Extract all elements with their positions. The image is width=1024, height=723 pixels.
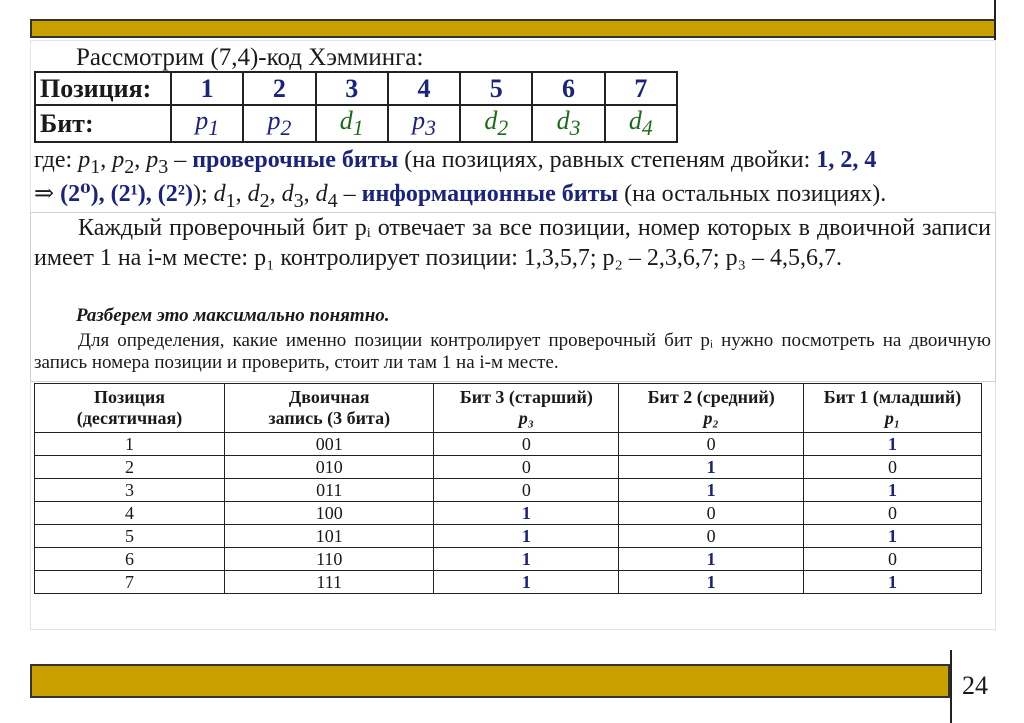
bit-cell: 1 <box>434 525 619 548</box>
binary-cell: 100 <box>225 502 434 525</box>
slide-title: Рассмотрим (7,4)-код Хэмминга: <box>76 44 424 71</box>
position-cell: 5 <box>460 72 532 105</box>
table-row <box>35 525 982 548</box>
column-header: Двоичная запись (3 бита) <box>225 384 434 433</box>
binary-positions-table <box>34 383 982 594</box>
bit-cell: $d_1$ <box>316 105 388 142</box>
position-cell: 5 <box>35 525 225 548</box>
powers-exponents: (2⁰), (2¹), (2²) <box>60 181 193 207</box>
position-cell: 7 <box>605 72 677 105</box>
bit-cell: 1 <box>619 456 804 479</box>
column-header: Позиция (десятичная) <box>35 384 225 433</box>
position-cell: 2 <box>35 456 225 479</box>
position-cell: 6 <box>35 548 225 571</box>
bit-cell: $p_3$ <box>388 105 460 142</box>
position-cell: 1 <box>35 433 225 456</box>
bit-cell: $p_2$ <box>243 105 315 142</box>
column-header: Бит 3 (старший) p₃ <box>434 384 619 433</box>
binary-cell: 011 <box>225 479 434 502</box>
bit-cell: 0 <box>804 456 982 479</box>
bottom-accent-bar <box>30 664 950 698</box>
bit-cell: 0 <box>619 433 804 456</box>
check-bits-label: проверочные биты <box>192 147 399 173</box>
info-bits-line: ⇒ (2⁰), (2¹), (2²)); $d_1$, $d_2$, $d_3$, $d_4$ – информационные биты (на остальных позициях). <box>34 181 887 212</box>
main-paragraph: Каждый проверочный бит pᵢ отвечает за все позиции, номер которых в двоичной записи имеет 1 на i-м месте: p₁ контролирует позиции: 1,3,5,7; p₂ – 2,3,6,7; p₃ – 4,5,6,7. <box>34 215 991 271</box>
binary-cell: 111 <box>225 571 434 594</box>
table-row <box>35 571 982 594</box>
top-accent-bar <box>30 19 996 38</box>
bit-cell: 0 <box>434 456 619 479</box>
implies-icon: ⇒ <box>34 181 55 207</box>
bit-cell: 0 <box>619 525 804 548</box>
bit-cell: 0 <box>804 548 982 571</box>
table-row <box>35 502 982 525</box>
positions-row <box>35 72 677 105</box>
bit-cell: 1 <box>804 433 982 456</box>
position-cell: 3 <box>35 479 225 502</box>
bit-cell: 1 <box>434 548 619 571</box>
bit-cell: $d_4$ <box>605 105 677 142</box>
bottom-right-rule <box>950 650 952 723</box>
binary-cell: 010 <box>225 456 434 479</box>
page-number: 24 <box>962 671 988 700</box>
table-row <box>35 548 982 571</box>
position-cell: 1 <box>171 72 243 105</box>
bit-cell: 1 <box>804 571 982 594</box>
position-cell: 3 <box>316 72 388 105</box>
position-cell: 4 <box>388 72 460 105</box>
table-row <box>35 433 982 456</box>
bit-cell: 1 <box>619 571 804 594</box>
bit-cell: 1 <box>804 525 982 548</box>
check-bits-line: где: $p_1$, $p_2$, $p_3$ – проверочные биты (на позициях, равных степеням двойки: 1, 2, 4 <box>34 147 877 178</box>
bit-cell: 0 <box>434 479 619 502</box>
position-cell: 2 <box>243 72 315 105</box>
position-cell: 4 <box>35 502 225 525</box>
hamming-code-table <box>34 71 678 143</box>
bit-cell: 1 <box>434 502 619 525</box>
bit-cell: $d_3$ <box>532 105 604 142</box>
table-row <box>35 479 982 502</box>
bit-cell: 0 <box>804 502 982 525</box>
binary-cell: 101 <box>225 525 434 548</box>
binary-cell: 001 <box>225 433 434 456</box>
bit-cell: 0 <box>434 433 619 456</box>
emphasis-line: Разберем это максимально понятно. <box>76 305 390 326</box>
info-bits-label: информационные биты <box>361 181 619 207</box>
detail-paragraph: Для определения, какие именно позиции контролирует проверочный бит pᵢ нужно посмотреть на двоичную запись номера позиции и проверить, стоит ли там 1 на i-м месте. <box>34 330 991 373</box>
bit-cell: 0 <box>619 502 804 525</box>
bits-row <box>35 105 677 142</box>
column-header: Бит 2 (средний) p₂ <box>619 384 804 433</box>
powers-values: 1, 2, 4 <box>816 147 877 173</box>
position-cell: 6 <box>532 72 604 105</box>
bit-cell: 1 <box>804 479 982 502</box>
bit-header: Бит: <box>35 105 171 142</box>
bit-cell: $d_2$ <box>460 105 532 142</box>
table-row <box>35 456 982 479</box>
bit-cell: $p_1$ <box>171 105 243 142</box>
bit-cell: 1 <box>619 479 804 502</box>
table-header-row <box>35 384 982 433</box>
bit-cell: 1 <box>434 571 619 594</box>
column-header: Бит 1 (младший) p₁ <box>804 384 982 433</box>
position-cell: 7 <box>35 571 225 594</box>
top-right-rule <box>994 0 996 40</box>
position-header: Позиция: <box>35 72 171 105</box>
bit-cell: 1 <box>619 548 804 571</box>
binary-cell: 110 <box>225 548 434 571</box>
